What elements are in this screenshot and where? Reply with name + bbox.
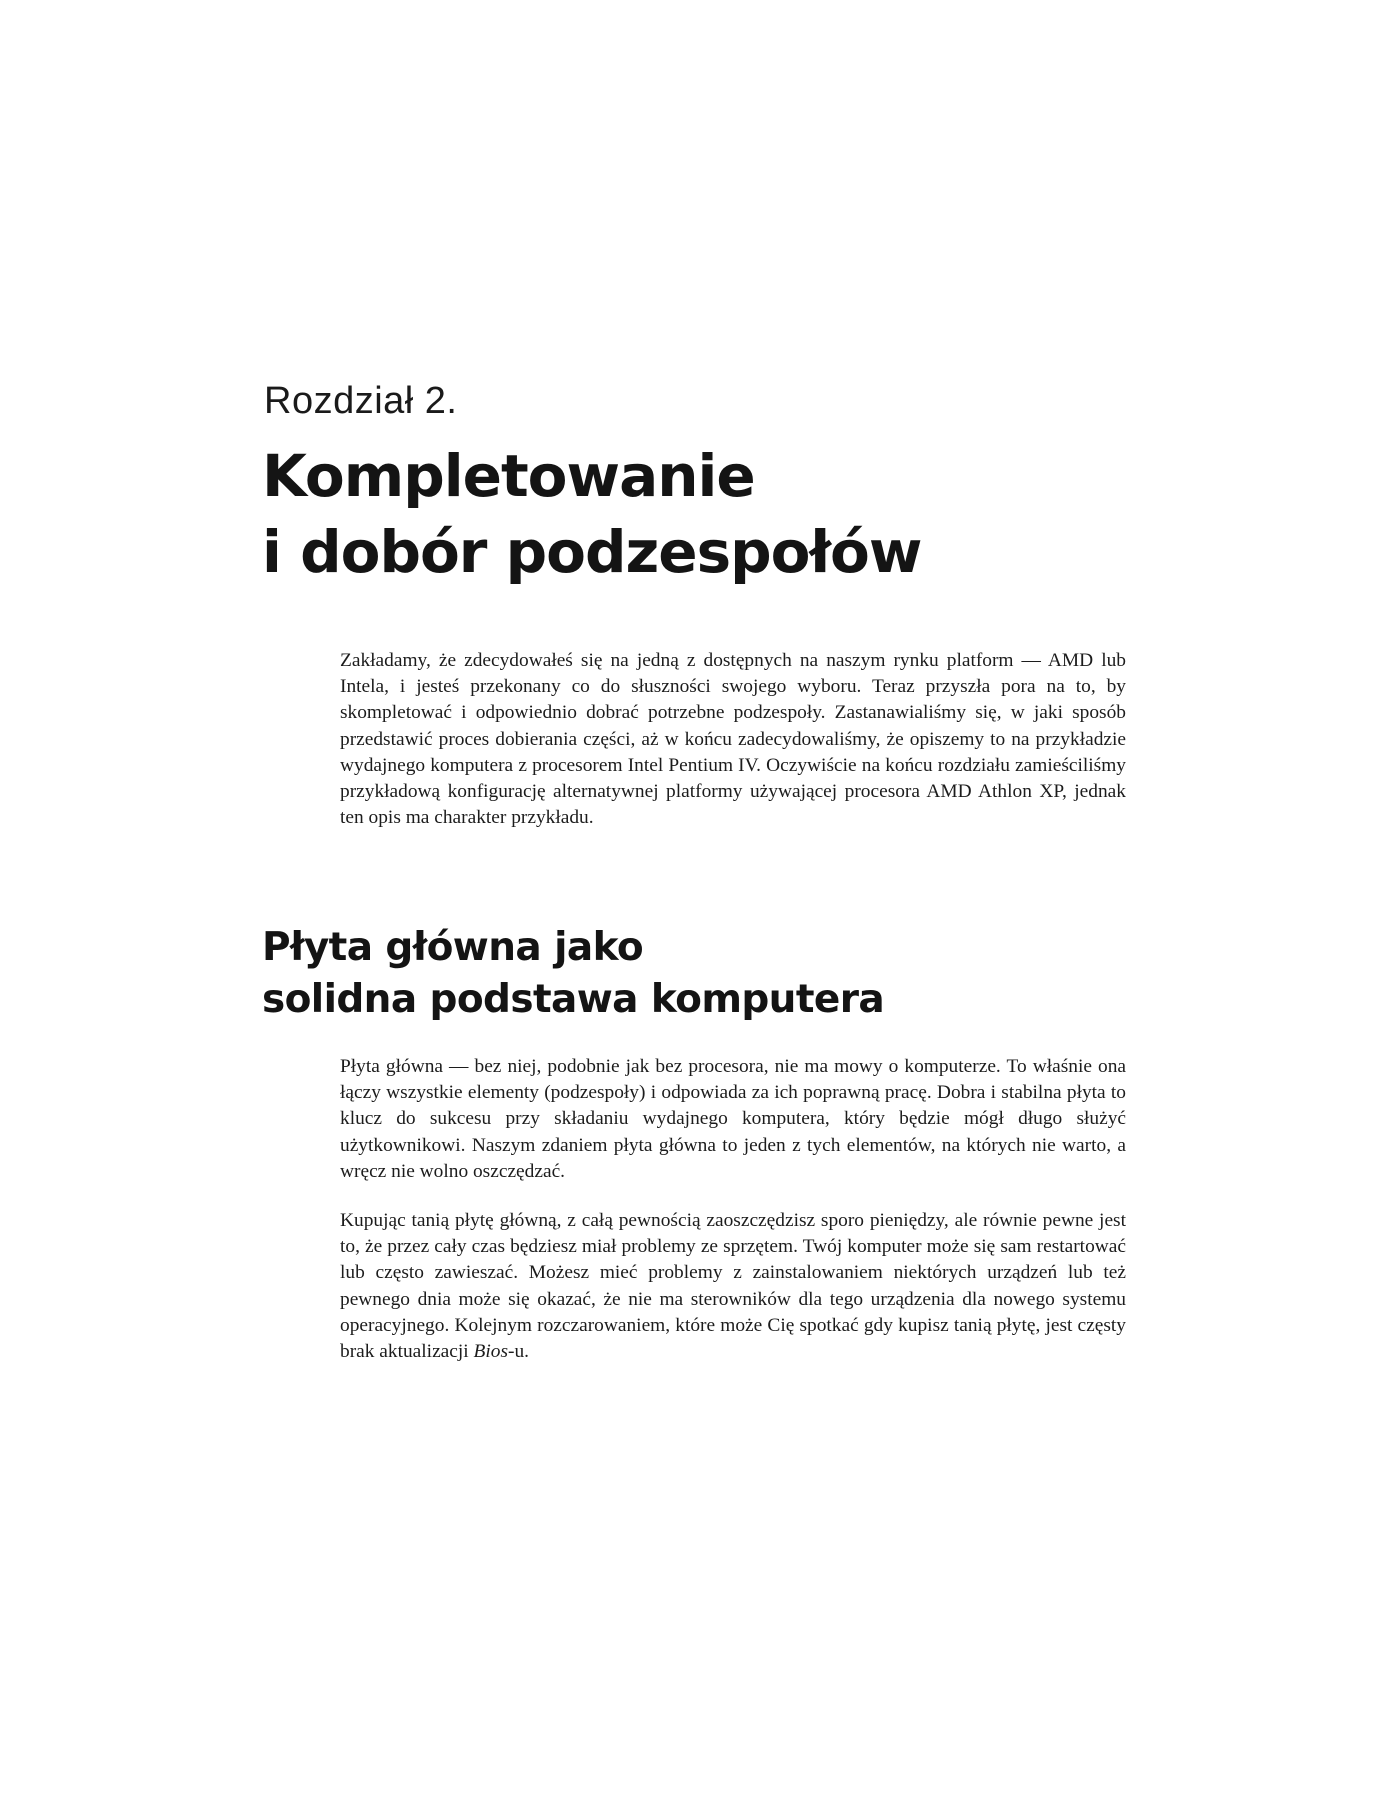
chapter-title-line-2: i dobór podzespołów [262, 518, 922, 586]
chapter-title-line-1: Kompletowanie [262, 442, 755, 510]
chapter-title [262, 438, 921, 590]
section-heading [262, 922, 884, 1026]
motherboard-paragraph-2 [340, 1208, 1126, 1365]
bios-term: Bios [473, 1341, 508, 1363]
section-heading-line-1: Płyta główna jako [262, 925, 644, 970]
paragraph-2-suffix: -u. [508, 1341, 530, 1363]
chapter-label: Rozdział 2. [264, 380, 458, 422]
motherboard-paragraph-1: Płyta główna — bez niej, podobnie jak bez procesora, nie ma mowy o komputerze. To właśnie ona łączy wszystkie elementy (podzespoły) i odpowiada za ich poprawną pracę. Dobra i stabilna płyta to klucz do sukcesu przy składaniu wydajnego komputera, który będzie mógł długo służyć użytkownikowi. Naszym zdaniem płyta główna to jeden z tych elementów, na których nie warto, a wręcz nie wolno oszczędzać. [340, 1056, 1126, 1182]
intro-paragraph: Zakładamy, że zdecydowałeś się na jedną z dostępnych na naszym rynku platform — AMD lub Intela, i jesteś przekonany co do słuszności swojego wyboru. Teraz przyszła pora na to, by skompletować i odpowiednio dobrać potrzebne podzespoły. Zastanawialiśmy się, w jaki sposób przedstawić proces dobierania części, aż w końcu zadecydowaliśmy, że opiszemy to na przykładzie wydajnego komputera z procesorem Intel Pentium IV. Oczywiście na końcu rozdziału zamieściliśmy przykładową konfigurację alternatywnej platformy używającej procesora AMD Athlon XP, jednak ten opis ma charakter przykładu. [340, 650, 1126, 829]
paragraph-2-text: Kupując tanią płytę główną, z całą pewnością zaoszczędzisz sporo pieniędzy, ale równie pewne jest to, że przez cały czas będziesz miał problemy ze sprzętem. Twój komputer może się sam restartować lub często zawieszać. Możesz mieć problemy z zainstalowaniem niektórych urządzeń lub też pewnego dnia może się okazać, że nie ma sterowników dla tego urządzenia dla nowego systemu operacyjnego. Kolejnym rozczarowaniem, które może Cię spotkać gdy kupisz tanią płytę, jest częsty brak aktualizacji [340, 1210, 1126, 1363]
section-heading-line-2: solidna podstawa komputera [262, 977, 885, 1022]
